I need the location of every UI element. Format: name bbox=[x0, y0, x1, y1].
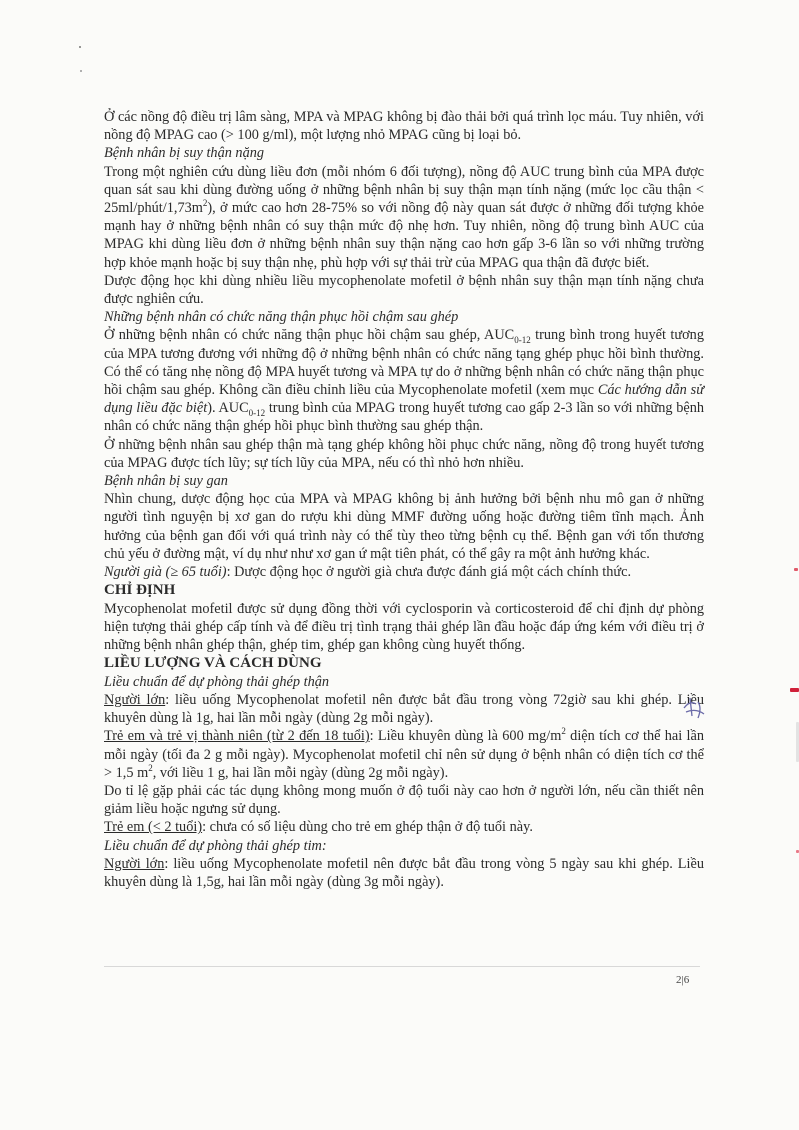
pediatric-text-c: , với liều 1 g, hai lần mỗi ngày (dùng 2g mỗi ngày). bbox=[152, 764, 449, 781]
heading-heart-dose: Liều chuẩn để dự phòng thải ghép tim: bbox=[104, 837, 327, 854]
paragraph-adverse-effects: Do tỉ lệ gặp phải các tác dụng không mong muốn ở độ tuổi này cao hơn ở người lớn, nếu cần thiết nên giảm liều hoặc ngưng sử dụng. bbox=[104, 782, 704, 818]
renal-text-b: ), ở mức cao hơn 28-75% so với nồng độ này quan sát được ở những đối tượng khỏe mạnh hay ở những bệnh nhân có suy thận mức độ nhẹ hơn. Tuy nhiên, nồng độ trung bình AUC của MPAG khi dùng liều đơn ở những bệnh nhân suy thận nặng cao hơn gấp 3-6 lần so với những trường hợp khỏe mạnh hoặc bị suy thận nhẹ, phù hợp với sự thải trừ của MPAG qua thận đã được biết. bbox=[104, 200, 704, 271]
delayed-text-d: trung bình của MPAG trong huyết tương cao gấp 2-3 lần so với những bệnh nhân có chức năng thận ghép hồi phục bình thường sau ghép thận. bbox=[104, 400, 705, 435]
paragraph-dialysis: Ở các nồng độ điều trị lâm sàng, MPA và MPAG không bị đào thải bởi quá trình lọc máu. Tuy nhiên, với nồng độ MPAG cao (> 100 g/ml), một lượng nhỏ MPAG cũng bị loại bỏ. bbox=[104, 109, 704, 144]
delayed-sub-1: 0-12 bbox=[514, 335, 531, 346]
document-body bbox=[104, 108, 704, 891]
paragraph-pediatric-kidney bbox=[104, 727, 704, 782]
adult-heart-text: : liều uống Mycophenolate mofetil nên được bắt đầu trong vòng 5 ngày sau khi ghép. Liều khuyên dùng là 1,5g, hai lần mỗi ngày (dùng 3g mỗi ngày). bbox=[104, 855, 704, 890]
delayed-text-b: trung bình trong huyết tương của MPA tương đương với những độ ở những bệnh nhân có chức năng tạng ghép phục hồi bình thường. Có thể có tăng nhẹ nồng độ MPA huyết tương và MPA tự do ở những bệnh nhân có chức năng thận phục hồi chậm sau ghép. Không cần điều chỉnh liều của Mycophenolate mofetil (xem mục bbox=[104, 327, 704, 399]
paragraph-renal-study bbox=[104, 163, 704, 272]
paragraph-hepatic: Nhìn chung, dược động học của MPA và MPAG không bị ảnh hưởng bởi bệnh nhu mô gan ở những người tình nguyện bị xơ gan do rượu khi dùng MMF đường uống hoặc đường tiêm tĩnh mạch. Ảnh hưởng của bệnh gan đối với quá trình này có thể tùy theo từng bệnh cụ thể. Bệnh gan với tổn thương chủ yếu ở đường mật, ví dụ như như xơ gan ứ mật tiên phát, có thể gây ra một ảnh hưởng khác. bbox=[104, 491, 704, 562]
delayed-text-c: ). AUC bbox=[207, 400, 249, 417]
paragraph-multi-dose: Dược động học khi dùng nhiều liều mycophenolate mofetil ở bệnh nhân suy thận mạn tính nặng chưa được nghiên cứu. bbox=[104, 272, 704, 308]
elderly-text: : Dược động học ở người già chưa được đánh giá một cách chính thức. bbox=[226, 564, 632, 581]
pediatric-text-b: diện tích cơ thể hai lần mỗi ngày (tối đa 2 g mỗi ngày). Mycophenolat mofetil chỉ nên sử dụng ở bệnh nhân có diện tích cơ thể > 1,5 m bbox=[104, 728, 704, 781]
renal-text-a: Trong một nghiên cứu dùng liều đơn (mỗi nhóm 6 đối tượng), nồng độ AUC trung bình của MPA được quan sát sau khi dùng đường uống ở những bệnh nhân bị suy thận mạn tính nặng (mức lọc cầu thận < 25ml/phút/1,73m bbox=[104, 163, 704, 217]
paragraph-graft-nonfunction: Ở những bệnh nhân sau ghép thận mà tạng ghép không hồi phục chức năng, nồng độ trong huyết tương của MPAG được tích lũy; sự tích lũy của MPA, nếu có thì nhỏ hơn nhiều. bbox=[104, 436, 704, 471]
adult-heart-label: Người lớn bbox=[104, 855, 165, 872]
delayed-sub-2: 0-12 bbox=[248, 408, 266, 419]
margin-mark-1 bbox=[794, 568, 798, 571]
margin-mark-2 bbox=[790, 688, 799, 692]
initials-signature bbox=[676, 694, 710, 722]
heading-dosage: LIỀU LƯỢNG VÀ CÁCH DÙNG bbox=[104, 655, 322, 672]
top-speck-2 bbox=[80, 70, 82, 72]
paragraph-indication: Mycophenolat mofetil được sử dụng đồng thời với cyclosporin và corticosteroid để chỉ định dự phòng hiện tượng thải ghép cấp tính và để điều trị tình trạng thải ghép lần đầu hoặc đáp ứng kém với điều trị ở những bệnh nhân ghép thận, ghép tim, ghép gan không cùng huyết thống. bbox=[104, 600, 704, 654]
pediatric-sup-2: 2 bbox=[148, 762, 153, 773]
paragraph-adult-heart bbox=[104, 855, 704, 891]
top-speck-1 bbox=[79, 46, 81, 48]
paragraph-elderly bbox=[104, 563, 704, 581]
adult-kidney-label: Người lớn bbox=[104, 691, 166, 708]
page-number: 2|6 bbox=[676, 974, 690, 986]
paragraph-adult-kidney bbox=[104, 691, 704, 727]
pediatric-label: Trẻ em và trẻ vị thành niên (từ 2 đến 18 tuổi) bbox=[104, 728, 370, 745]
infant-text: : chưa có số liệu dùng cho trẻ em ghép thận ở độ tuổi này. bbox=[202, 819, 533, 836]
elderly-label: Người già (≥ 65 tuổi) bbox=[104, 564, 227, 581]
heading-indication: CHỈ ĐỊNH bbox=[104, 582, 176, 599]
heading-kidney-dose: Liều chuẩn để dự phòng thải ghép thận bbox=[104, 673, 330, 690]
heading-renal-impairment: Bệnh nhân bị suy thận nặng bbox=[104, 145, 265, 162]
pediatric-sup-1: 2 bbox=[561, 726, 566, 737]
paragraph-infants bbox=[104, 818, 704, 836]
paragraph-delayed-graft bbox=[104, 326, 704, 435]
heading-delayed-graft: Những bệnh nhân có chức năng thận phục hồi chậm sau ghép bbox=[104, 309, 459, 326]
delayed-text-a: Ở những bệnh nhân có chức năng thận phục hồi chậm sau ghép, AUC bbox=[104, 327, 515, 344]
heading-hepatic: Bệnh nhân bị suy gan bbox=[104, 473, 228, 490]
infant-label: Trẻ em (< 2 tuổi) bbox=[104, 819, 203, 836]
adult-kidney-text: : liều uống Mycophenolat mofetil nên được bắt đầu trong vòng 72giờ sau khi ghép. Liều khuyên dùng là 1g, hai lần mỗi ngày (dùng 2g mỗi ngày). bbox=[104, 691, 704, 727]
footer-rule bbox=[104, 966, 700, 967]
renal-sup: 2 bbox=[202, 198, 208, 209]
delayed-italic-ref: Các hướng dẫn sử dụng liều đặc biệt bbox=[104, 382, 704, 417]
pediatric-text-a: : Liều khuyên dùng là 600 mg/m bbox=[369, 728, 562, 745]
